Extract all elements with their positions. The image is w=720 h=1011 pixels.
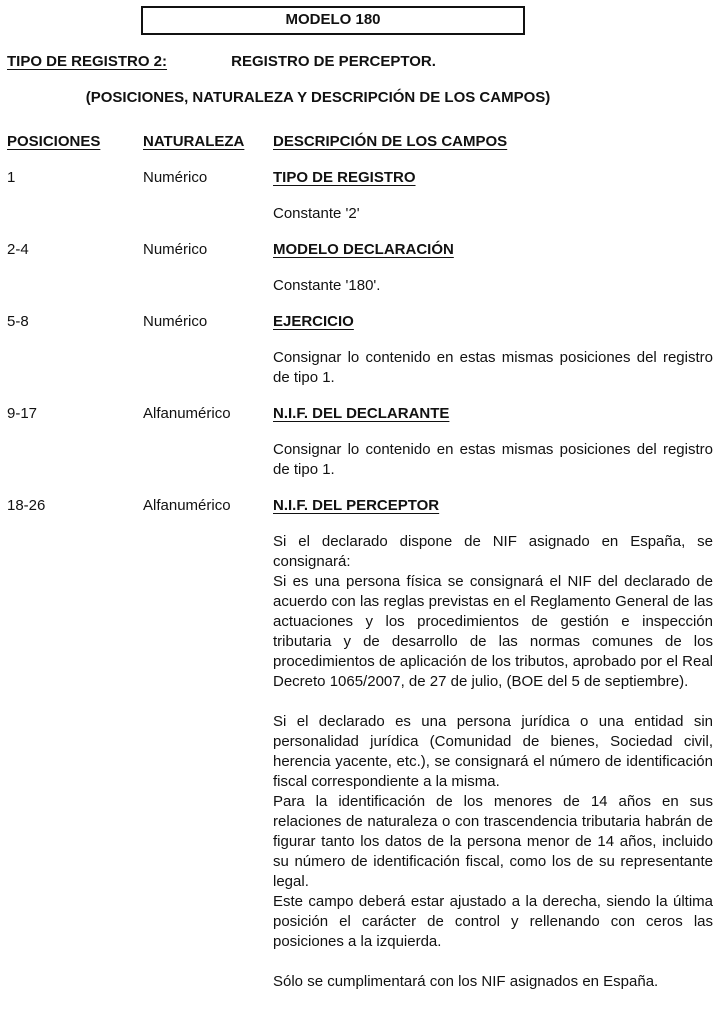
- table-row: [7, 240, 713, 260]
- paragraph-group: [273, 204, 713, 224]
- field-title: MODELO DECLARACIÓN: [273, 241, 454, 258]
- column-header-description: DESCRIPCIÓN DE LOS CAMPOS: [273, 133, 508, 150]
- field-title: N.I.F. DEL DECLARANTE: [273, 405, 450, 422]
- description-paragraph: Este campo deberá estar ajustado a la derecha, siendo la última posición el carácter de control y rellenando con ceros las posiciones a la izquierda.: [273, 893, 713, 950]
- description-paragraph: Si el declarado es una persona jurídica o una entidad sin personalidad jurídica (Comunidad de bienes, Sociedad civil, herencia yacente, etc.), se consignará el número de identificación fiscal correspondiente a la misma.: [273, 713, 713, 790]
- description-paragraph: Para la identificación de los menores de 14 años en sus relaciones de naturaleza o con trascendencia tributaria habrán de figurar tanto los datos de la persona menor de 14 años, incluido su número de identificación fiscal, como los de su representante legal.: [273, 793, 713, 890]
- model-title: MODELO 180: [285, 11, 381, 28]
- description-paragraph: Sólo se cumplimentará con los NIF asignados en España.: [273, 973, 659, 990]
- record-type-value: REGISTRO DE PERCEPTOR.: [231, 53, 436, 70]
- record-type-row: [7, 52, 713, 72]
- table-row: [7, 168, 713, 188]
- paragraph-group: [273, 712, 713, 952]
- paragraph-group: [273, 972, 713, 992]
- paragraph-group: [273, 348, 713, 388]
- record-type-label: TIPO DE REGISTRO 2:: [7, 53, 168, 70]
- description-paragraph: Si es una persona física se consignará el NIF del declarado de acuerdo con las reglas previstas en el Reglamento General de las actuaciones y los procedimientos de gestión e inspección tributaria y de desarrollo de las normas comunes de los procedimientos de aplicación de los tributos, aprobado por el Real Decreto 1065/2007, de 27 de julio, (BOE del 5 de septiembre).: [273, 573, 713, 690]
- description-paragraph: Consignar lo contenido en estas mismas posiciones del registro de tipo 1.: [273, 441, 713, 478]
- field-nature: Alfanumérico: [143, 405, 231, 422]
- paragraph-group: [273, 276, 713, 296]
- field-positions: 9-17: [7, 405, 38, 422]
- table-row: [7, 496, 713, 516]
- field-nature: Alfanumérico: [143, 497, 231, 514]
- field-nature: Numérico: [143, 241, 208, 258]
- description-paragraph: Constante '2': [273, 205, 360, 222]
- field-title: EJERCICIO: [273, 313, 354, 330]
- field-title: TIPO DE REGISTRO: [273, 169, 416, 186]
- field-description: [273, 276, 713, 296]
- field-nature: Numérico: [143, 313, 208, 330]
- column-header-positions: POSICIONES: [7, 133, 101, 150]
- field-positions: 1: [7, 169, 16, 186]
- model-title-box: [141, 6, 525, 35]
- paragraph-group: [273, 440, 713, 480]
- description-paragraph: Consignar lo contenido en estas mismas posiciones del registro de tipo 1.: [273, 349, 713, 386]
- field-title: N.I.F. DEL PERCEPTOR: [273, 497, 440, 514]
- field-nature: Numérico: [143, 169, 208, 186]
- field-positions: 5-8: [7, 313, 29, 330]
- table-column-headers: [7, 132, 713, 152]
- table-row: [7, 404, 713, 424]
- field-description: [273, 440, 713, 480]
- field-description: [273, 348, 713, 388]
- field-positions: 18-26: [7, 497, 46, 514]
- document-subtitle: (POSICIONES, NATURALEZA Y DESCRIPCIÓN DE LOS CAMPOS): [85, 89, 551, 106]
- description-paragraph: Si el declarado dispone de NIF asignado en España, se consignará:: [273, 533, 713, 570]
- column-header-nature: NATURALEZA: [143, 133, 245, 150]
- paragraph-group: [273, 532, 713, 692]
- table-row: [7, 312, 713, 332]
- field-description: [273, 204, 713, 224]
- field-positions: 2-4: [7, 241, 29, 258]
- description-paragraph: Constante '180'.: [273, 277, 381, 294]
- field-description: [273, 532, 713, 992]
